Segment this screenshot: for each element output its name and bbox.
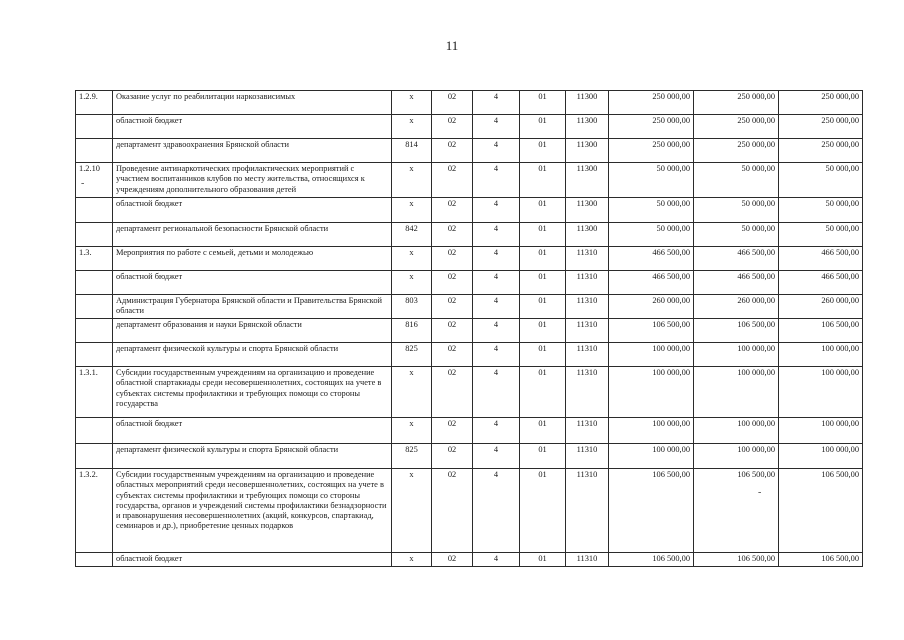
row-target: 11310 xyxy=(566,247,609,271)
row-subsection: 4 xyxy=(473,295,520,319)
row-amount-year1: 50 000,00 xyxy=(609,198,694,223)
row-number xyxy=(76,418,113,444)
row-target: 11310 xyxy=(566,444,609,469)
row-amount-year1: 106 500,00 xyxy=(609,319,694,343)
row-subsection: 4 xyxy=(473,367,520,418)
row-program: 01 xyxy=(520,553,566,567)
row-amount-year1: 250 000,00 xyxy=(609,115,694,139)
row-name: Администрация Губернатора Брянской области и Правительства Брянской области xyxy=(113,295,392,319)
row-program: 01 xyxy=(520,271,566,295)
row-amount-year3: 50 000,00 xyxy=(779,198,863,223)
row-target: 11300 xyxy=(566,139,609,163)
row-section: 02 xyxy=(432,367,473,418)
row-program: 01 xyxy=(520,139,566,163)
row-name: департамент здравоохранения Брянской области xyxy=(113,139,392,163)
row-subsection: 4 xyxy=(473,271,520,295)
row-code: х xyxy=(392,469,432,553)
table-row xyxy=(76,469,863,553)
row-amount-year3: 100 000,00 xyxy=(779,444,863,469)
row-subsection: 4 xyxy=(473,223,520,247)
row-amount-year3: 250 000,00 xyxy=(779,115,863,139)
table-row xyxy=(76,271,863,295)
row-program: 01 xyxy=(520,91,566,115)
row-subsection: 4 xyxy=(473,469,520,553)
row-section: 02 xyxy=(432,198,473,223)
row-target: 11300 xyxy=(566,115,609,139)
row-amount-year1: 466 500,00 xyxy=(609,271,694,295)
table-row xyxy=(76,163,863,198)
row-subsection: 4 xyxy=(473,418,520,444)
row-amount-year2: 466 500,00 xyxy=(694,247,779,271)
row-program: 01 xyxy=(520,295,566,319)
row-amount-year3: 50 000,00 xyxy=(779,163,863,198)
row-amount-year2: 106 500,00 xyxy=(694,469,779,553)
row-subsection: 4 xyxy=(473,319,520,343)
row-amount-year2: 50 000,00 xyxy=(694,198,779,223)
row-number xyxy=(76,198,113,223)
row-amount-year1: 100 000,00 xyxy=(609,367,694,418)
row-amount-year2: 250 000,00 xyxy=(694,91,779,115)
row-section: 02 xyxy=(432,319,473,343)
row-number: 1.3.2. xyxy=(76,469,113,553)
row-program: 01 xyxy=(520,223,566,247)
row-name: департамент физической культуры и спорта Брянской области xyxy=(113,444,392,469)
row-section: 02 xyxy=(432,469,473,553)
row-program: 01 xyxy=(520,198,566,223)
row-target: 11310 xyxy=(566,418,609,444)
row-target: 11300 xyxy=(566,223,609,247)
table-row xyxy=(76,91,863,115)
row-name: Проведение антинаркотических профилактических мероприятий с участием воспитанников клубов по месту жительства, относящихся к учреждениям дополнительного образования детей xyxy=(113,163,392,198)
row-name: областной бюджет xyxy=(113,553,392,567)
table-row xyxy=(76,553,863,567)
row-code: 825 xyxy=(392,444,432,469)
row-amount-year2: 106 500,00 xyxy=(694,553,779,567)
row-amount-year2: 50 000,00 xyxy=(694,223,779,247)
row-number xyxy=(76,319,113,343)
row-name: Мероприятия по работе с семьей, детьми и молодежью xyxy=(113,247,392,271)
row-target: 11310 xyxy=(566,469,609,553)
row-number xyxy=(76,343,113,367)
row-code: х xyxy=(392,115,432,139)
table-row xyxy=(76,198,863,223)
row-section: 02 xyxy=(432,115,473,139)
row-code: 842 xyxy=(392,223,432,247)
scan-mark: - xyxy=(81,178,85,189)
row-amount-year1: 100 000,00 xyxy=(609,343,694,367)
row-section: 02 xyxy=(432,343,473,367)
row-subsection: 4 xyxy=(473,198,520,223)
row-amount-year3: 100 000,00 xyxy=(779,367,863,418)
row-target: 11310 xyxy=(566,319,609,343)
row-name: Оказание услуг по реабилитации наркозависимых xyxy=(113,91,392,115)
row-target: 11310 xyxy=(566,367,609,418)
row-number: 1.2.9. xyxy=(76,91,113,115)
table-row xyxy=(76,295,863,319)
row-number: 1.2.10 xyxy=(76,163,113,198)
row-section: 02 xyxy=(432,553,473,567)
row-program: 01 xyxy=(520,418,566,444)
row-amount-year1: 250 000,00 xyxy=(609,91,694,115)
row-subsection: 4 xyxy=(473,91,520,115)
row-code: х xyxy=(392,247,432,271)
row-number xyxy=(76,139,113,163)
row-program: 01 xyxy=(520,343,566,367)
table-row xyxy=(76,418,863,444)
row-subsection: 4 xyxy=(473,163,520,198)
row-amount-year1: 250 000,00 xyxy=(609,139,694,163)
row-target: 11300 xyxy=(566,163,609,198)
row-amount-year3: 250 000,00 xyxy=(779,91,863,115)
row-subsection: 4 xyxy=(473,139,520,163)
table-row xyxy=(76,367,863,418)
row-amount-year3: 260 000,00 xyxy=(779,295,863,319)
row-name: областной бюджет xyxy=(113,198,392,223)
row-code: х xyxy=(392,418,432,444)
table-row xyxy=(76,444,863,469)
row-code: х xyxy=(392,553,432,567)
row-number xyxy=(76,444,113,469)
row-program: 01 xyxy=(520,444,566,469)
row-amount-year1: 466 500,00 xyxy=(609,247,694,271)
row-program: 01 xyxy=(520,367,566,418)
row-amount-year3: 250 000,00 xyxy=(779,139,863,163)
row-amount-year2: 260 000,00 xyxy=(694,295,779,319)
row-number xyxy=(76,295,113,319)
row-name: областной бюджет xyxy=(113,418,392,444)
row-program: 01 xyxy=(520,163,566,198)
row-section: 02 xyxy=(432,139,473,163)
row-amount-year1: 50 000,00 xyxy=(609,163,694,198)
row-name: департамент образования и науки Брянской области xyxy=(113,319,392,343)
row-target: 11310 xyxy=(566,343,609,367)
row-amount-year1: 100 000,00 xyxy=(609,444,694,469)
row-section: 02 xyxy=(432,247,473,271)
row-subsection: 4 xyxy=(473,247,520,271)
row-amount-year1: 50 000,00 xyxy=(609,223,694,247)
row-target: 11310 xyxy=(566,271,609,295)
row-target: 11300 xyxy=(566,198,609,223)
row-code: 814 xyxy=(392,139,432,163)
row-amount-year3: 106 500,00 xyxy=(779,319,863,343)
table-row xyxy=(76,223,863,247)
row-section: 02 xyxy=(432,418,473,444)
row-subsection: 4 xyxy=(473,553,520,567)
row-amount-year2: 100 000,00 xyxy=(694,343,779,367)
row-amount-year2: 100 000,00 xyxy=(694,444,779,469)
row-amount-year2: 250 000,00 xyxy=(694,139,779,163)
row-number xyxy=(76,223,113,247)
row-number xyxy=(76,271,113,295)
row-program: 01 xyxy=(520,469,566,553)
row-code: 816 xyxy=(392,319,432,343)
row-amount-year3: 50 000,00 xyxy=(779,223,863,247)
row-target: 11310 xyxy=(566,295,609,319)
row-code: х xyxy=(392,163,432,198)
budget-table xyxy=(75,90,863,567)
row-amount-year2: 250 000,00 xyxy=(694,115,779,139)
row-section: 02 xyxy=(432,295,473,319)
row-code: х xyxy=(392,367,432,418)
page-number: 11 xyxy=(445,38,459,53)
row-number xyxy=(76,115,113,139)
row-amount-year2: 100 000,00 xyxy=(694,418,779,444)
row-name: Субсидии государственным учреждениям на организацию и проведение областной спартакиады среди несовершеннолетних, состоящих на учете в субъектах системы профилактики и требующих помощи со стороны государства xyxy=(113,367,392,418)
row-amount-year1: 260 000,00 xyxy=(609,295,694,319)
row-name: департамент региональной безопасности Брянской области xyxy=(113,223,392,247)
row-amount-year2: 50 000,00 xyxy=(694,163,779,198)
row-section: 02 xyxy=(432,223,473,247)
row-subsection: 4 xyxy=(473,444,520,469)
row-code: х xyxy=(392,271,432,295)
row-code: 825 xyxy=(392,343,432,367)
row-name: областной бюджет xyxy=(113,115,392,139)
row-subsection: 4 xyxy=(473,343,520,367)
row-amount-year2: 106 500,00 xyxy=(694,319,779,343)
row-subsection: 4 xyxy=(473,115,520,139)
row-target: 11300 xyxy=(566,91,609,115)
row-amount-year3: 106 500,00 xyxy=(779,469,863,553)
row-amount-year1: 106 500,00 xyxy=(609,469,694,553)
row-number: 1.3.1. xyxy=(76,367,113,418)
row-amount-year3: 100 000,00 xyxy=(779,418,863,444)
row-amount-year3: 106 500,00 xyxy=(779,553,863,567)
row-section: 02 xyxy=(432,163,473,198)
row-amount-year3: 100 000,00 xyxy=(779,343,863,367)
row-amount-year2: 100 000,00 xyxy=(694,367,779,418)
row-section: 02 xyxy=(432,91,473,115)
row-amount-year3: 466 500,00 xyxy=(779,247,863,271)
row-program: 01 xyxy=(520,115,566,139)
row-code: х xyxy=(392,91,432,115)
table-row xyxy=(76,139,863,163)
row-number: 1.3. xyxy=(76,247,113,271)
table-row xyxy=(76,319,863,343)
row-amount-year2: 466 500,00 xyxy=(694,271,779,295)
row-name: Субсидии государственным учреждениям на организацию и проведение областных мероприятий среди несовершеннолетних, состоящих на учете в субъектах системы профилактики и требующих помощи со стороны государства, органов и учреждений системы профилактики безнадзорности и правонарушения несовершеннолетних (акций, конкурсов, спартакиад, семинаров и др.), приобретение ценных подарков xyxy=(113,469,392,553)
row-amount-year1: 106 500,00 xyxy=(609,553,694,567)
row-section: 02 xyxy=(432,271,473,295)
row-name: департамент физической культуры и спорта Брянской области xyxy=(113,343,392,367)
row-section: 02 xyxy=(432,444,473,469)
table-body xyxy=(76,91,863,567)
row-number xyxy=(76,553,113,567)
row-code: х xyxy=(392,198,432,223)
scan-mark: - xyxy=(758,487,762,498)
row-target: 11310 xyxy=(566,553,609,567)
table-row xyxy=(76,115,863,139)
row-amount-year3: 466 500,00 xyxy=(779,271,863,295)
row-program: 01 xyxy=(520,247,566,271)
row-name: областной бюджет xyxy=(113,271,392,295)
row-amount-year1: 100 000,00 xyxy=(609,418,694,444)
row-code: 803 xyxy=(392,295,432,319)
table-row xyxy=(76,247,863,271)
table-row xyxy=(76,343,863,367)
row-program: 01 xyxy=(520,319,566,343)
